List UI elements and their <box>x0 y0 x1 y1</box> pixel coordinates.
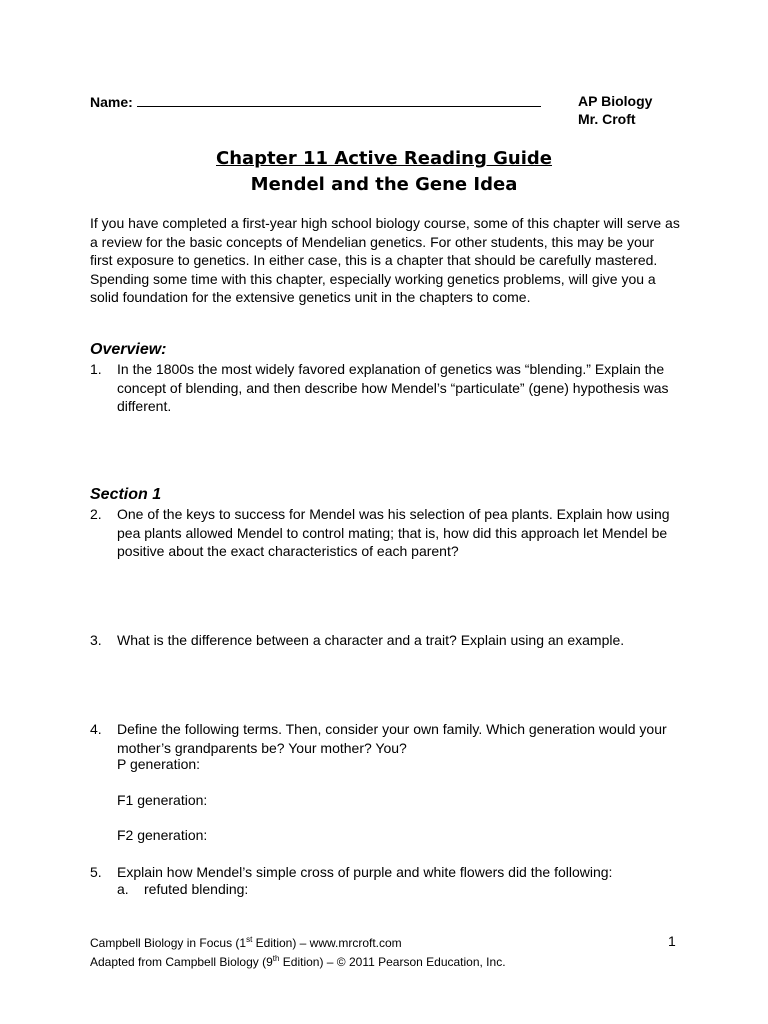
question-5a <box>117 881 248 897</box>
overview-heading: Overview: <box>90 341 167 358</box>
page-number: 1 <box>668 933 676 949</box>
name-field <box>90 92 541 110</box>
question-number: 5. <box>90 864 102 880</box>
question-number: 1. <box>90 361 102 377</box>
question-text: One of the keys to success for Mendel was his selection of pea plants. Explain how using pea plants allowed Mendel to control mating; that is, how did this approach let Mendel be positive about the exact characteristics of each parent? <box>117 506 670 559</box>
chapter-subtitle: Mendel and the Gene Idea <box>250 174 518 195</box>
question-number: 4. <box>90 721 102 737</box>
footer-line-1: Campbell Biology in Focus (1st Edition) – www.mrcroft.com <box>90 935 402 950</box>
teacher-name: Mr. Croft <box>578 111 636 127</box>
question-5 <box>90 863 690 882</box>
question-text: What is the difference between a character and a trait? Explain using an example. <box>117 632 625 648</box>
intro-paragraph: If you have completed a first-year high school biology course, some of this chapter will serve as a review for the basic concepts of Mendelian genetics. For other students, this may be your first exposure to genetics. In either case, this is a chapter that should be carefully mastered. Spending some time with this chapter, especially working genetics problems, will give you a solid foundation for the extensive genetics unit in the chapters to come. <box>90 215 680 305</box>
question-number: 3. <box>90 632 102 648</box>
subquestion-letter: a. <box>117 881 129 897</box>
question-text: Explain how Mendel’s simple cross of purple and white flowers did the following: <box>117 864 613 880</box>
question-4 <box>90 720 690 757</box>
course-name: AP Biology <box>578 93 653 109</box>
term-p-generation: P generation: <box>117 756 201 772</box>
chapter-title-text: Chapter 11 Active Reading Guide <box>216 148 552 169</box>
term-f2-generation: F2 generation: <box>117 827 208 843</box>
question-number: 2. <box>90 506 102 522</box>
term-f1-generation: F1 generation: <box>117 792 208 808</box>
question-3 <box>90 631 690 650</box>
name-blank-line[interactable] <box>137 92 541 107</box>
question-2 <box>90 505 690 561</box>
course-info <box>578 92 652 128</box>
page-footer <box>90 932 506 970</box>
question-text: In the 1800s the most widely favored explanation of genetics was “blending.” Explain the concept of blending, and then describe how Mendel’s “particulate” (gene) hypothesis was different. <box>117 361 669 414</box>
chapter-title <box>0 148 768 169</box>
footer-line-2: Adapted from Campbell Biology (9th Edition) – © 2011 Pearson Education, Inc. <box>90 954 506 969</box>
subquestion-text: refuted blending: <box>144 881 249 897</box>
question-text: Define the following terms. Then, consider your own family. Which generation would your mother’s grandparents be? Your mother? You? <box>117 721 667 756</box>
section-1-heading: Section 1 <box>90 486 162 503</box>
name-label: Name: <box>90 94 133 110</box>
question-1 <box>90 360 690 416</box>
